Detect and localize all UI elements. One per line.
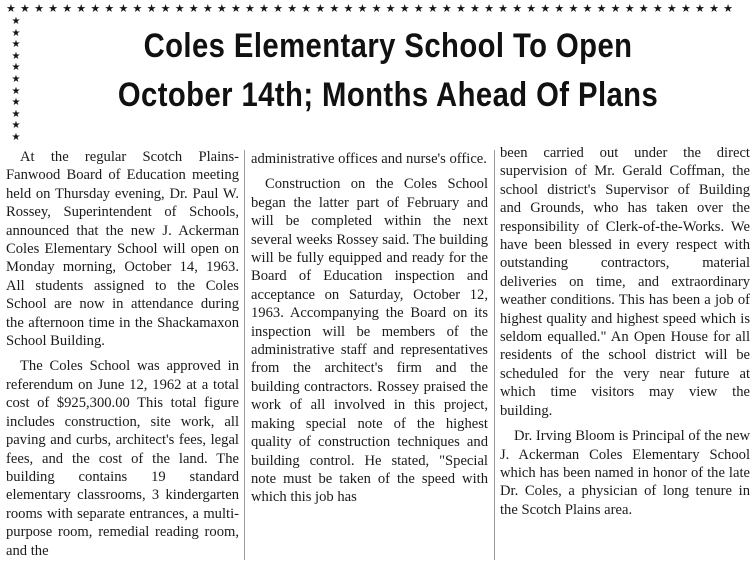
- headline-line-1: Coles Elementary School To Open: [143, 27, 633, 65]
- star-border-left: ★ ★ ★ ★ ★ ★ ★ ★ ★ ★ ★: [11, 16, 21, 143]
- paragraph: been carried out under the direct supervision of Mr. Gerald Coffman, the school district's Supervisor of Building and Grounds, who has taken over the responsibility of Clerk-of-the-Works. We have been blessed in every respect with outstanding contractors, material deliveries on time, and extraordinary weather conditions. This has been a job of highest quality and highest speed which is seldom equalled." An Open House for all residents of the school district will be scheduled for the very near future at which time visitors may view the building.: [500, 145, 750, 419]
- article-column-1: [6, 148, 239, 560]
- article-column-3: [500, 144, 750, 519]
- paragraph: At the regular Scotch Plains-Fanwood Board of Education meeting held on Thursday evening, Dr. Paul W. Rossey, Superintendent of Schools, announced that the new J. Ackerman Coles Elementary School will open on Monday morning, October 14, 1963. All students assigned to the Coles School are now in attendance during the afternoon time in the Shackamaxon School Building.: [6, 149, 239, 350]
- article-column-2: [251, 150, 488, 507]
- paragraph: administrative offices and nurse's office.: [251, 151, 487, 167]
- headline: [75, 22, 701, 120]
- paragraph: The Coles School was approved in referendum on June 12, 1962 at a total cost of $925,300.00 This total figure includes construction, site work, all paving and curbs, architect's fees, legal fees, and the cost of the land. The building contains 19 standard elementary classrooms, 3 kindergarten rooms with separate entrances, a multi-purpose room, remedial reading room, and the: [6, 358, 239, 559]
- headline-line-2: October 14th; Months Ahead Of Plans: [117, 76, 659, 114]
- star-border-top: ★★★★★★★★★★★★★★★★★★★★★★★★★★★★★★★★★★★★★★★★★★★★★★★★★★★★: [6, 2, 738, 15]
- paragraph: Dr. Irving Bloom is Principal of the new J. Ackerman Coles Elementary School which has been named in honor of the late Dr. Coles, a physician of long tenure in the Scotch Plains area.: [500, 428, 750, 518]
- paragraph: Construction on the Coles School began the latter part of February and will be completed within the next several weeks Rossey said. The building will be fully equipped and ready for the Board of Education inspection and acceptance on Saturday, October 12, 1963. Accompanying the Board on its inspection will be members of the administrative staff and representatives from the architect's firm and the building contractors. Rossey praised the work of all involved in this project, making special note of the highest quality of construction techniques and building control. He stated, "Special note must be taken of the speed with which this job has: [251, 176, 488, 506]
- column-divider: [494, 150, 495, 560]
- column-divider: [244, 150, 245, 560]
